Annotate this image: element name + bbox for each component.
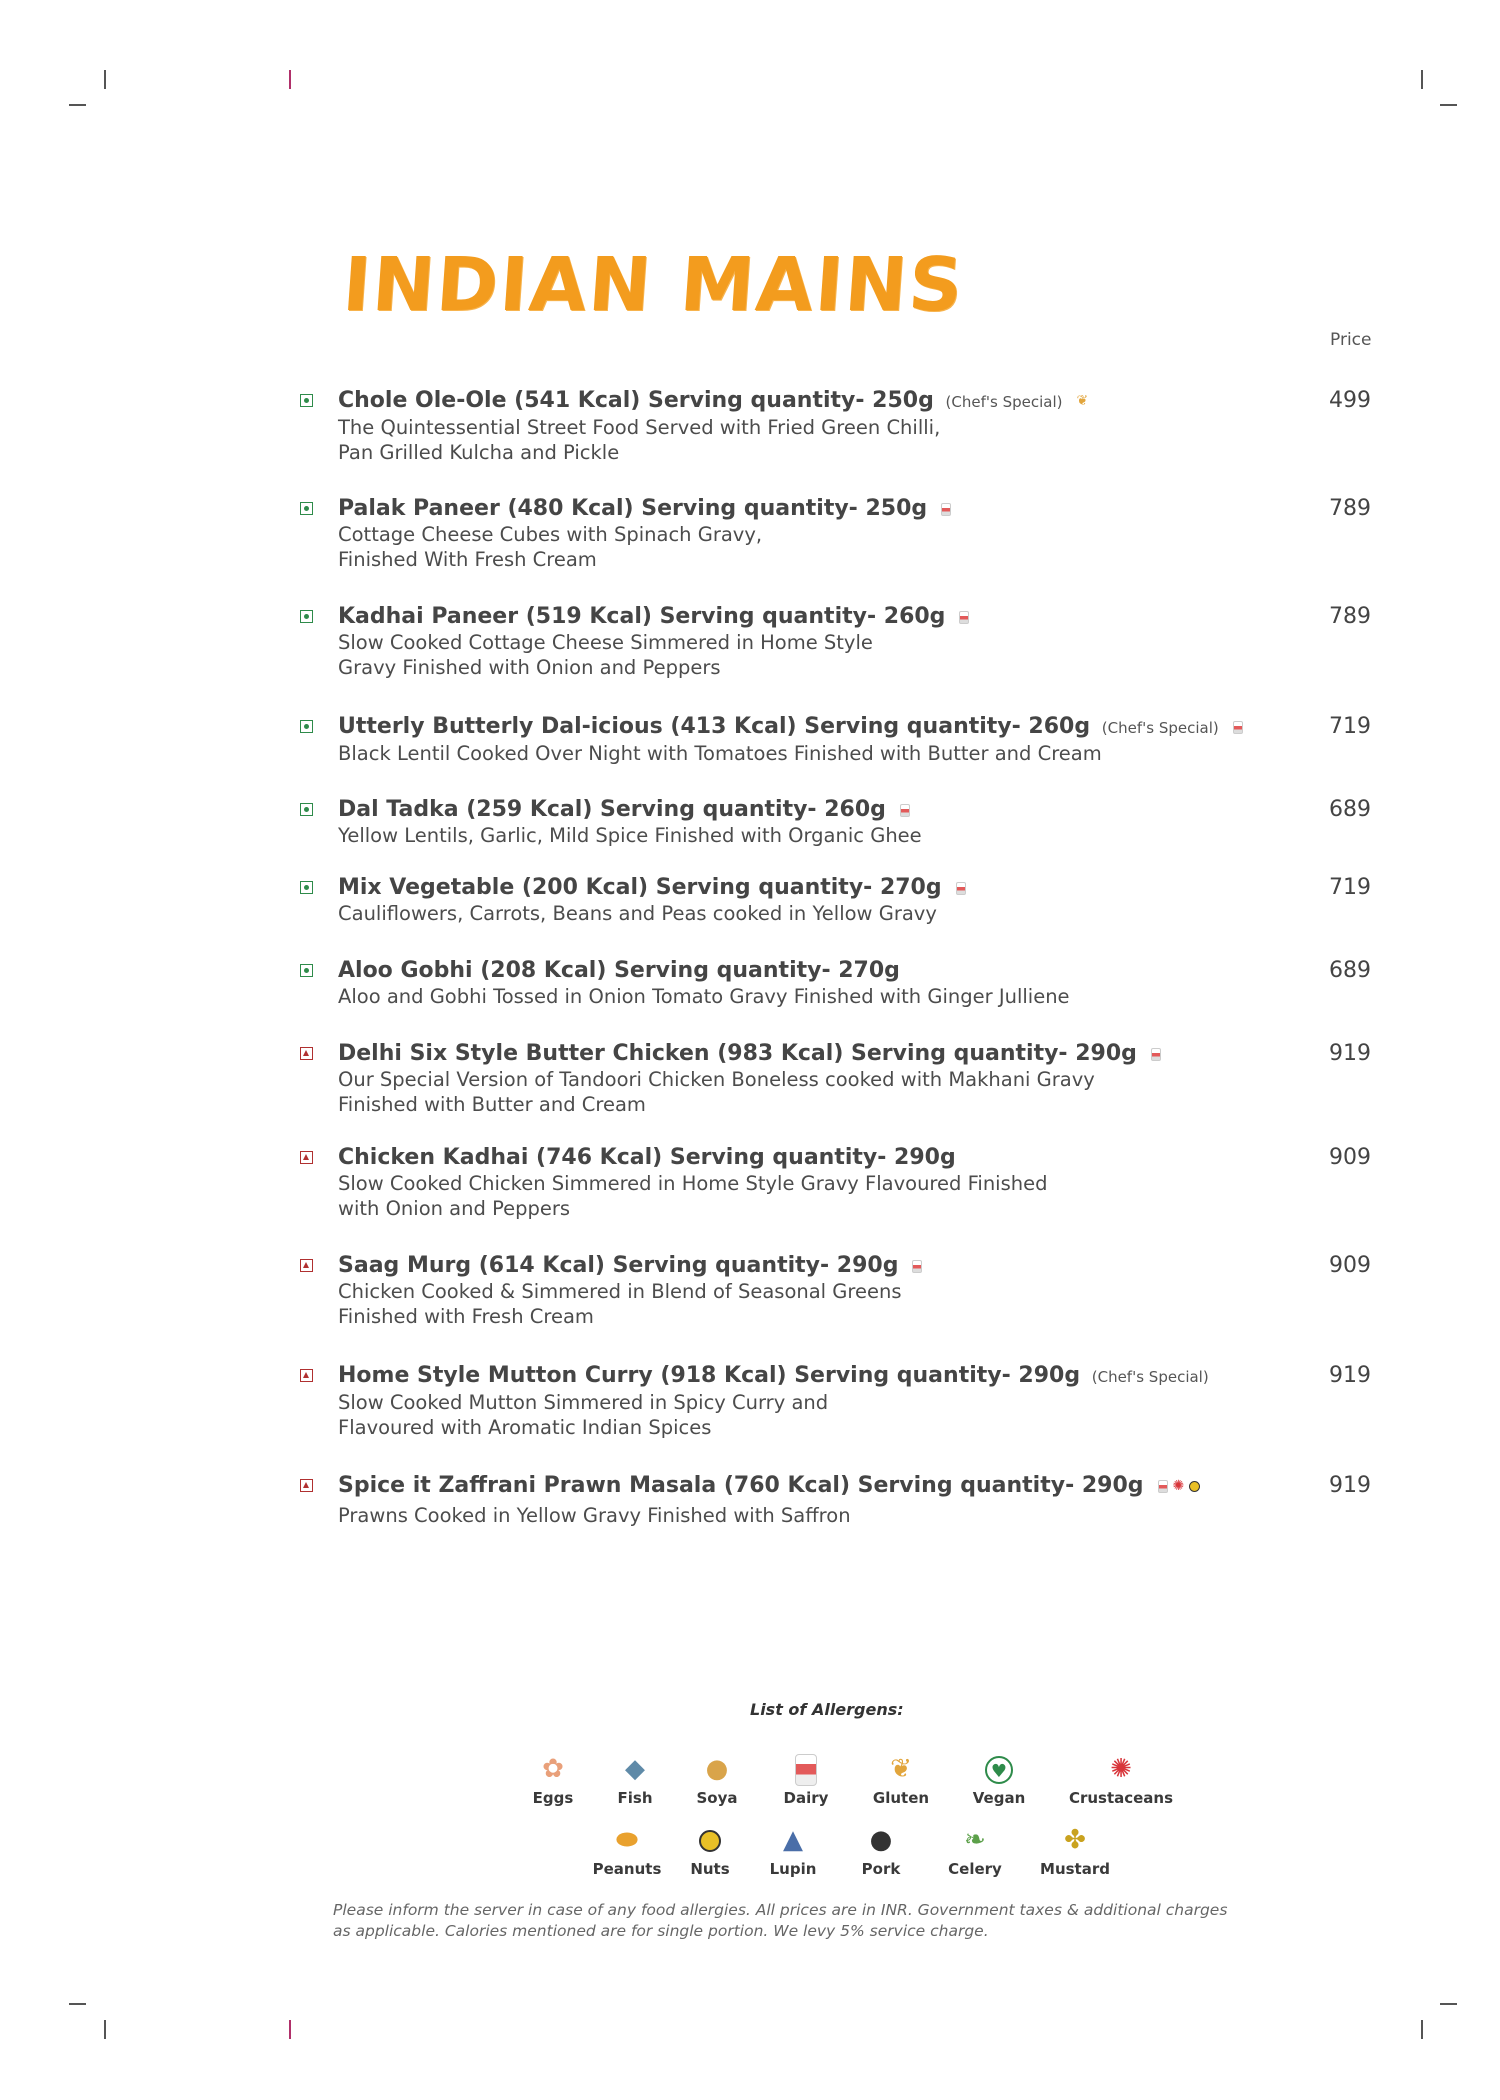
- item-description: Gravy Finished with Onion and Peppers: [338, 656, 721, 679]
- veg-square-icon: [300, 610, 313, 623]
- item-name: Mix Vegetable (200 Kcal) Serving quantity- 270g: [338, 875, 942, 900]
- allergen-dairy: Dairy: [751, 1752, 861, 1807]
- item-description: Chicken Cooked & Simmered in Blend of Seasonal Greens: [338, 1280, 902, 1303]
- item-description: Finished with Fresh Cream: [338, 1305, 594, 1328]
- allergen-pork: ● Pork: [826, 1823, 936, 1878]
- item-price: 919: [1329, 1041, 1371, 1066]
- lupin-icon: ▲: [783, 1825, 803, 1855]
- page-title: INDIAN MAINS: [339, 242, 968, 328]
- price-column-heading: Price: [1330, 330, 1372, 350]
- item-name: Palak Paneer (480 Kcal) Serving quantity- 250g: [338, 496, 928, 521]
- dairy-icon: [1233, 721, 1243, 734]
- item-price: 909: [1329, 1253, 1371, 1278]
- peanuts-icon: ⬬: [615, 1825, 639, 1855]
- menu-item: [300, 1145, 1400, 1221]
- menu-item: [300, 604, 1400, 680]
- dairy-icon: [956, 882, 966, 895]
- item-price: 719: [1329, 714, 1371, 739]
- item-description: Cauliflowers, Carrots, Beans and Peas cooked in Yellow Gravy: [338, 902, 937, 925]
- crop-mark: [104, 70, 106, 89]
- item-description: Flavoured with Aromatic Indian Spices: [338, 1416, 712, 1439]
- item-price: 689: [1329, 958, 1371, 983]
- item-price: 499: [1329, 388, 1371, 413]
- crustaceans-icon: ✺: [1110, 1754, 1132, 1784]
- menu-item: [300, 1041, 1400, 1117]
- menu-item: [300, 1363, 1400, 1440]
- item-price: 919: [1329, 1473, 1371, 1498]
- item-description: Slow Cooked Mutton Simmered in Spicy Curry and: [338, 1391, 829, 1414]
- item-description: Slow Cooked Chicken Simmered in Home Style Gravy Flavoured Finished: [338, 1172, 1048, 1195]
- nonveg-triangle-icon: [300, 1047, 313, 1060]
- allergen-crustaceans: ✺ Crustaceans: [1066, 1752, 1176, 1807]
- footnote: [333, 1900, 1233, 1942]
- nuts-icon: [1189, 1481, 1200, 1492]
- veg-square-icon: [300, 394, 313, 407]
- item-price: 719: [1329, 875, 1371, 900]
- menu-item: [300, 1253, 1400, 1329]
- dairy-icon: [912, 1260, 922, 1273]
- item-name: Saag Murg (614 Kcal) Serving quantity- 290g: [338, 1253, 899, 1278]
- crop-mark: [69, 104, 86, 106]
- item-name: Spice it Zaffrani Prawn Masala (760 Kcal) Serving quantity- 290g: [338, 1473, 1144, 1498]
- crop-mark: [289, 70, 291, 89]
- crop-mark: [289, 2020, 291, 2039]
- crop-mark: [1440, 2003, 1457, 2005]
- nonveg-triangle-icon: [300, 1259, 313, 1272]
- footnote-line: Please inform the server in case of any food allergies. All prices are in INR. Government taxes & additional charges: [333, 1901, 1228, 1919]
- allergen-celery: ❧ Celery: [920, 1823, 1030, 1878]
- fish-icon: ◆: [625, 1754, 645, 1784]
- crop-mark: [104, 2020, 106, 2039]
- item-description: with Onion and Peppers: [338, 1197, 571, 1220]
- nonveg-triangle-icon: [300, 1369, 313, 1382]
- dairy-icon: [751, 1752, 861, 1786]
- item-name: Utterly Butterly Dal-icious (413 Kcal) Serving quantity- 260g: [338, 714, 1091, 739]
- allergens-title: List of Allergens:: [750, 1700, 904, 1719]
- crop-mark: [1421, 70, 1423, 89]
- eggs-icon: ✿: [542, 1754, 564, 1784]
- crustaceans-icon: ✺: [1172, 1478, 1185, 1494]
- menu-item: [300, 496, 1400, 572]
- item-description: Our Special Version of Tandoori Chicken Boneless cooked with Makhani Gravy: [338, 1068, 1095, 1091]
- item-description: Prawns Cooked in Yellow Gravy Finished with Saffron: [338, 1504, 851, 1527]
- allergen-peanuts: ⬬ Peanuts: [572, 1823, 682, 1878]
- item-description: Slow Cooked Cottage Cheese Simmered in Home Style: [338, 631, 873, 654]
- mustard-icon: ✤: [1064, 1825, 1086, 1855]
- allergen-fish: ◆ Fish: [580, 1752, 690, 1807]
- menu-item: [300, 714, 1400, 766]
- item-description: Yellow Lentils, Garlic, Mild Spice Finished with Organic Ghee: [338, 824, 922, 847]
- item-description: The Quintessential Street Food Served with Fried Green Chilli,: [338, 416, 941, 439]
- item-price: 909: [1329, 1145, 1371, 1170]
- veg-square-icon: [300, 881, 313, 894]
- veg-square-icon: [300, 964, 313, 977]
- item-name: Dal Tadka (259 Kcal) Serving quantity- 260g: [338, 797, 886, 822]
- item-name: Home Style Mutton Curry (918 Kcal) Serving quantity- 290g: [338, 1363, 1081, 1388]
- allergen-soya: ● Soya: [662, 1752, 772, 1807]
- veg-square-icon: [300, 803, 313, 816]
- dairy-icon: [1151, 1048, 1161, 1061]
- menu-item: [300, 388, 1400, 465]
- item-name: Aloo Gobhi (208 Kcal) Serving quantity- 270g: [338, 958, 900, 983]
- dairy-icon: [1158, 1480, 1168, 1493]
- menu-item: [300, 958, 1400, 1009]
- item-name: Chicken Kadhai (746 Kcal) Serving quantity- 290g: [338, 1145, 956, 1170]
- crop-mark: [69, 2003, 86, 2005]
- item-price: 789: [1329, 496, 1371, 521]
- gluten-icon: ❦: [890, 1754, 912, 1784]
- item-description: Black Lentil Cooked Over Night with Tomatoes Finished with Butter and Cream: [338, 742, 1102, 765]
- gluten-icon: ❦: [1076, 393, 1089, 409]
- item-description: Cottage Cheese Cubes with Spinach Gravy,: [338, 523, 763, 546]
- soya-icon: ●: [705, 1754, 729, 1784]
- celery-icon: ❧: [964, 1825, 986, 1855]
- allergen-nuts: Nuts: [655, 1823, 765, 1878]
- chef-special-tag: (Chef's Special): [1091, 1368, 1209, 1386]
- item-description: Aloo and Gobhi Tossed in Onion Tomato Gravy Finished with Ginger Julliene: [338, 985, 1070, 1008]
- dairy-icon: [941, 503, 951, 516]
- chef-special-tag: (Chef's Special): [945, 393, 1063, 411]
- allergen-eggs: ✿ Eggs: [498, 1752, 608, 1807]
- item-price: 689: [1329, 797, 1371, 822]
- menu-item: [300, 797, 1400, 848]
- allergen-lupin: ▲ Lupin: [738, 1823, 848, 1878]
- chef-special-tag: (Chef's Special): [1101, 719, 1219, 737]
- veg-square-icon: [300, 720, 313, 733]
- menu-item: [300, 1473, 1400, 1528]
- item-name: Chole Ole-Ole (541 Kcal) Serving quantity- 250g: [338, 388, 934, 413]
- item-price: 789: [1329, 604, 1371, 629]
- nonveg-triangle-icon: [300, 1151, 313, 1164]
- item-name: Kadhai Paneer (519 Kcal) Serving quantity- 260g: [338, 604, 946, 629]
- footnote-line: as applicable. Calories mentioned are for single portion. We levy 5% service charge.: [333, 1922, 989, 1940]
- crop-mark: [1421, 2020, 1423, 2039]
- item-description: Finished With Fresh Cream: [338, 548, 597, 571]
- allergen-mustard: ✤ Mustard: [1020, 1823, 1130, 1878]
- item-description: Pan Grilled Kulcha and Pickle: [338, 441, 620, 464]
- dairy-icon: [959, 611, 969, 624]
- item-description: Finished with Butter and Cream: [338, 1093, 646, 1116]
- menu-item: [300, 875, 1400, 926]
- veg-square-icon: [300, 502, 313, 515]
- allergen-gluten: ❦ Gluten: [846, 1752, 956, 1807]
- allergen-vegan: ♥ Vegan: [944, 1752, 1054, 1807]
- crop-mark: [1440, 104, 1457, 106]
- item-price: 919: [1329, 1363, 1371, 1388]
- vegan-icon: ♥: [944, 1752, 1054, 1786]
- nonveg-triangle-icon: [300, 1479, 313, 1492]
- item-name: Delhi Six Style Butter Chicken (983 Kcal) Serving quantity- 290g: [338, 1041, 1137, 1066]
- dairy-icon: [900, 804, 910, 817]
- pork-icon: ●: [869, 1825, 893, 1855]
